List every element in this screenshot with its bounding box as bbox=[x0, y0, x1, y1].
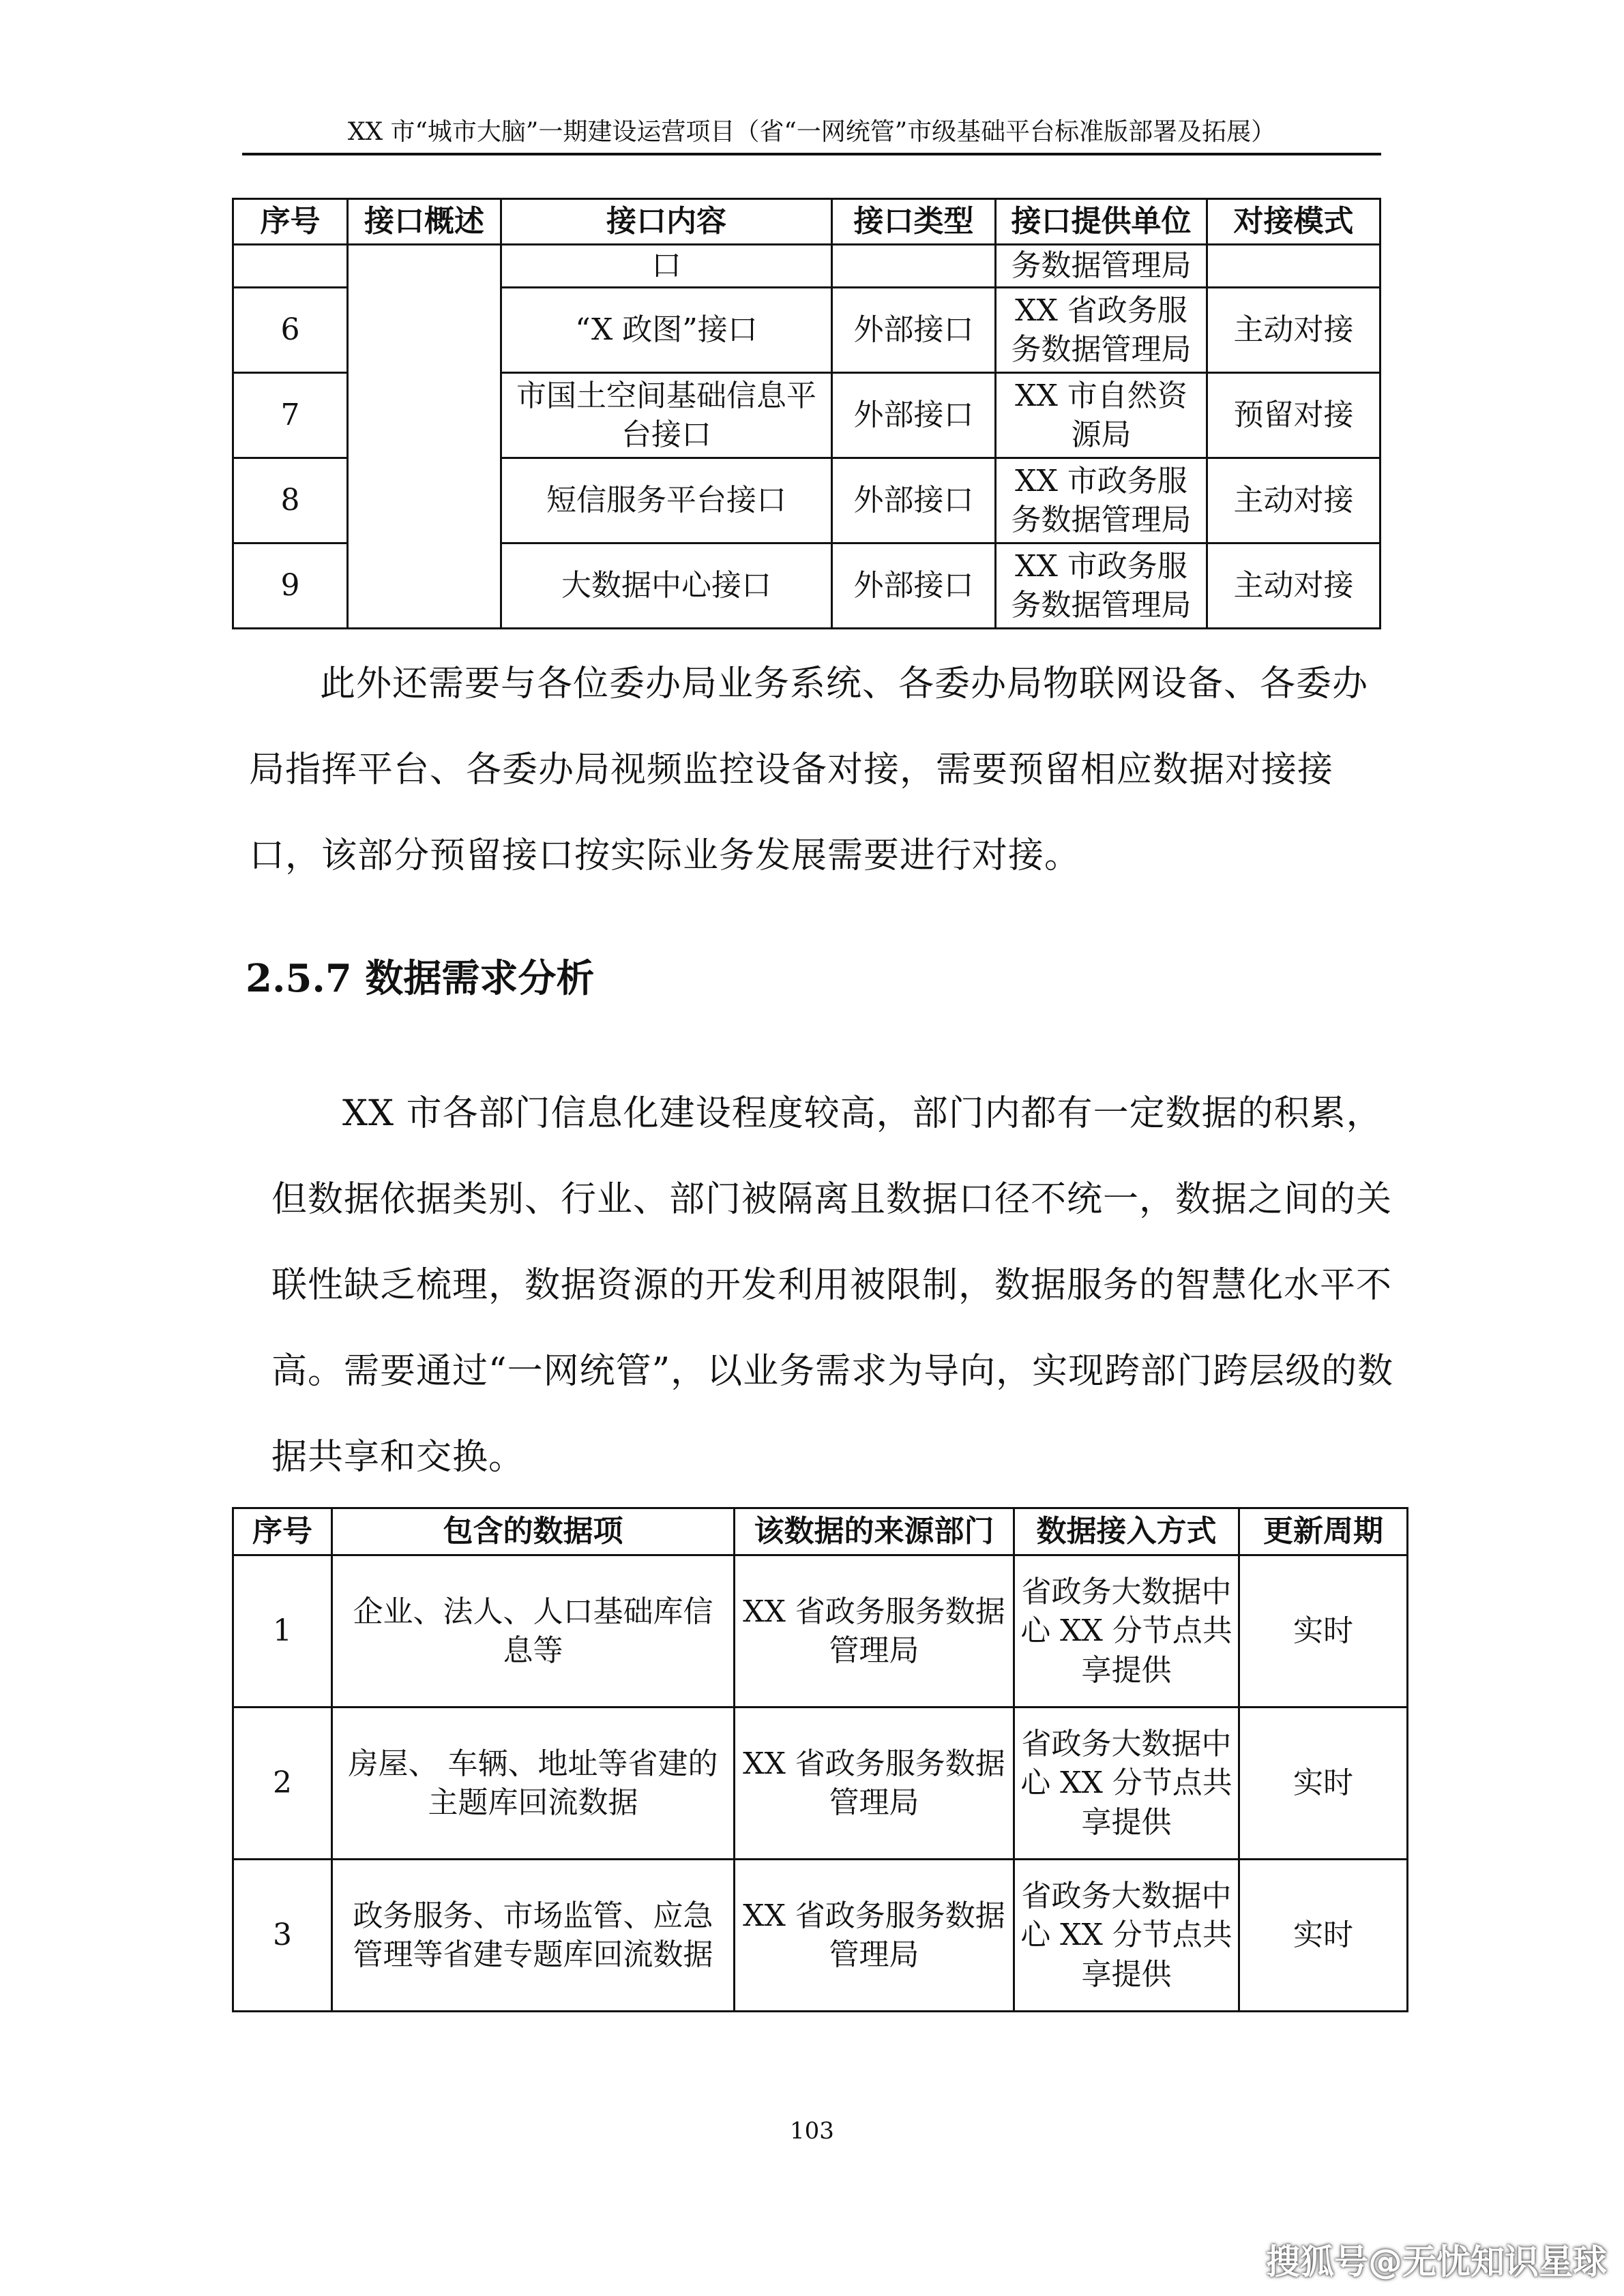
cell-mode: 主动对接 bbox=[1207, 543, 1381, 629]
cell-access: 省政务大数据中心 XX 分节点共享提供 bbox=[1014, 1860, 1239, 2012]
cell-no: 2 bbox=[233, 1708, 332, 1860]
cell-content: 短信服务平台接口 bbox=[501, 458, 832, 543]
paragraph-data-requirements: XX 市各部门信息化建设程度较高，部门内都有一定数据的积累，但数据依据类别、行业、部门被隔离且数据口径不统一，数据之间的关联性缺乏梳理，数据资源的开发利用被限制，数据服务的智慧化水平不高。需要通过“一网统管”，以业务需求为导向，实现跨部门跨层级的数据共享和交换。 bbox=[271, 1093, 1394, 1478]
column-header: 接口内容 bbox=[501, 199, 832, 245]
cell-content: “X 政图”接口 bbox=[501, 288, 832, 373]
section-title: 2.5.7 数据需求分析 bbox=[246, 956, 595, 1001]
page-header: XX 市“城市大脑”一期建设运营项目（省“一网统管”市级基础平台标准版部署及拓展） bbox=[347, 118, 1276, 146]
cell-content: 大数据中心接口 bbox=[501, 543, 832, 629]
cell-type: 外部接口 bbox=[832, 458, 996, 543]
cell-mode: 主动对接 bbox=[1207, 458, 1381, 543]
column-header: 接口类型 bbox=[832, 199, 996, 245]
cell-type: 外部接口 bbox=[832, 543, 996, 629]
column-header: 数据接入方式 bbox=[1014, 1508, 1239, 1555]
column-header: 该数据的来源部门 bbox=[735, 1508, 1014, 1555]
cell-items: 政务服务、市场监管、应急管理等省建专题库回流数据 bbox=[332, 1860, 735, 2012]
column-header: 包含的数据项 bbox=[332, 1508, 735, 1555]
cell-access: 省政务大数据中心 XX 分节点共享提供 bbox=[1014, 1555, 1239, 1708]
data-table bbox=[232, 1507, 1408, 2012]
table-row bbox=[233, 1708, 1408, 1860]
cell-mode: 预留对接 bbox=[1207, 373, 1381, 458]
cell-provider: 务数据管理局 bbox=[996, 245, 1207, 288]
cell-cycle: 实时 bbox=[1239, 1860, 1408, 2012]
column-header: 序号 bbox=[233, 199, 348, 245]
column-header: 序号 bbox=[233, 1508, 332, 1555]
cell-no bbox=[233, 245, 348, 288]
cell-access: 省政务大数据中心 XX 分节点共享提供 bbox=[1014, 1708, 1239, 1860]
interface-table bbox=[232, 198, 1381, 629]
cell-content: 口 bbox=[501, 245, 832, 288]
cell-mode: 主动对接 bbox=[1207, 288, 1381, 373]
cell-type: 外部接口 bbox=[832, 288, 996, 373]
table-header-row bbox=[233, 199, 1381, 245]
cell-content: 市国土空间基础信息平台接口 bbox=[501, 373, 832, 458]
cell-mode bbox=[1207, 245, 1381, 288]
cell-cycle: 实时 bbox=[1239, 1555, 1408, 1708]
table-row bbox=[233, 1860, 1408, 2012]
cell-source: XX 省政务服务数据管理局 bbox=[735, 1708, 1014, 1860]
column-header: 接口概述 bbox=[348, 199, 501, 245]
cell-source: XX 省政务服务数据管理局 bbox=[735, 1555, 1014, 1708]
cell-provider: XX 市政务服务数据管理局 bbox=[996, 458, 1207, 543]
cell-no: 6 bbox=[233, 288, 348, 373]
column-header: 接口提供单位 bbox=[996, 199, 1207, 245]
cell-no: 1 bbox=[233, 1555, 332, 1708]
header-rule bbox=[242, 153, 1381, 155]
cell-no: 8 bbox=[233, 458, 348, 543]
table-header-row bbox=[233, 1508, 1408, 1555]
cell-items: 房屋、 车辆、地址等省建的主题库回流数据 bbox=[332, 1708, 735, 1860]
cell-no: 3 bbox=[233, 1860, 332, 2012]
cell-no: 9 bbox=[233, 543, 348, 629]
cell-provider: XX 市自然资源局 bbox=[996, 373, 1207, 458]
cell-summary-merged bbox=[348, 245, 501, 629]
page-number: 103 bbox=[790, 2117, 834, 2145]
cell-type bbox=[832, 245, 996, 288]
column-header: 对接模式 bbox=[1207, 199, 1381, 245]
cell-cycle: 实时 bbox=[1239, 1708, 1408, 1860]
cell-provider: XX 市政务服务数据管理局 bbox=[996, 543, 1207, 629]
cell-source: XX 省政务服务数据管理局 bbox=[735, 1860, 1014, 2012]
cell-type: 外部接口 bbox=[832, 373, 996, 458]
paragraph-interfaces: 此外还需要与各位委办局业务系统、各委办局物联网设备、各委办局指挥平台、各委办局视频监控设备对接，需要预留相应数据对接接口，该部分预留接口按实际业务发展需要进行对接。 bbox=[249, 664, 1369, 876]
watermark: 搜狐号@无忧知识星球 bbox=[1266, 2242, 1607, 2282]
table-row bbox=[233, 245, 1381, 288]
table-row bbox=[233, 1555, 1408, 1708]
cell-provider: XX 省政务服务数据管理局 bbox=[996, 288, 1207, 373]
cell-no: 7 bbox=[233, 373, 348, 458]
cell-items: 企业、法人、人口基础库信息等 bbox=[332, 1555, 735, 1708]
column-header: 更新周期 bbox=[1239, 1508, 1408, 1555]
